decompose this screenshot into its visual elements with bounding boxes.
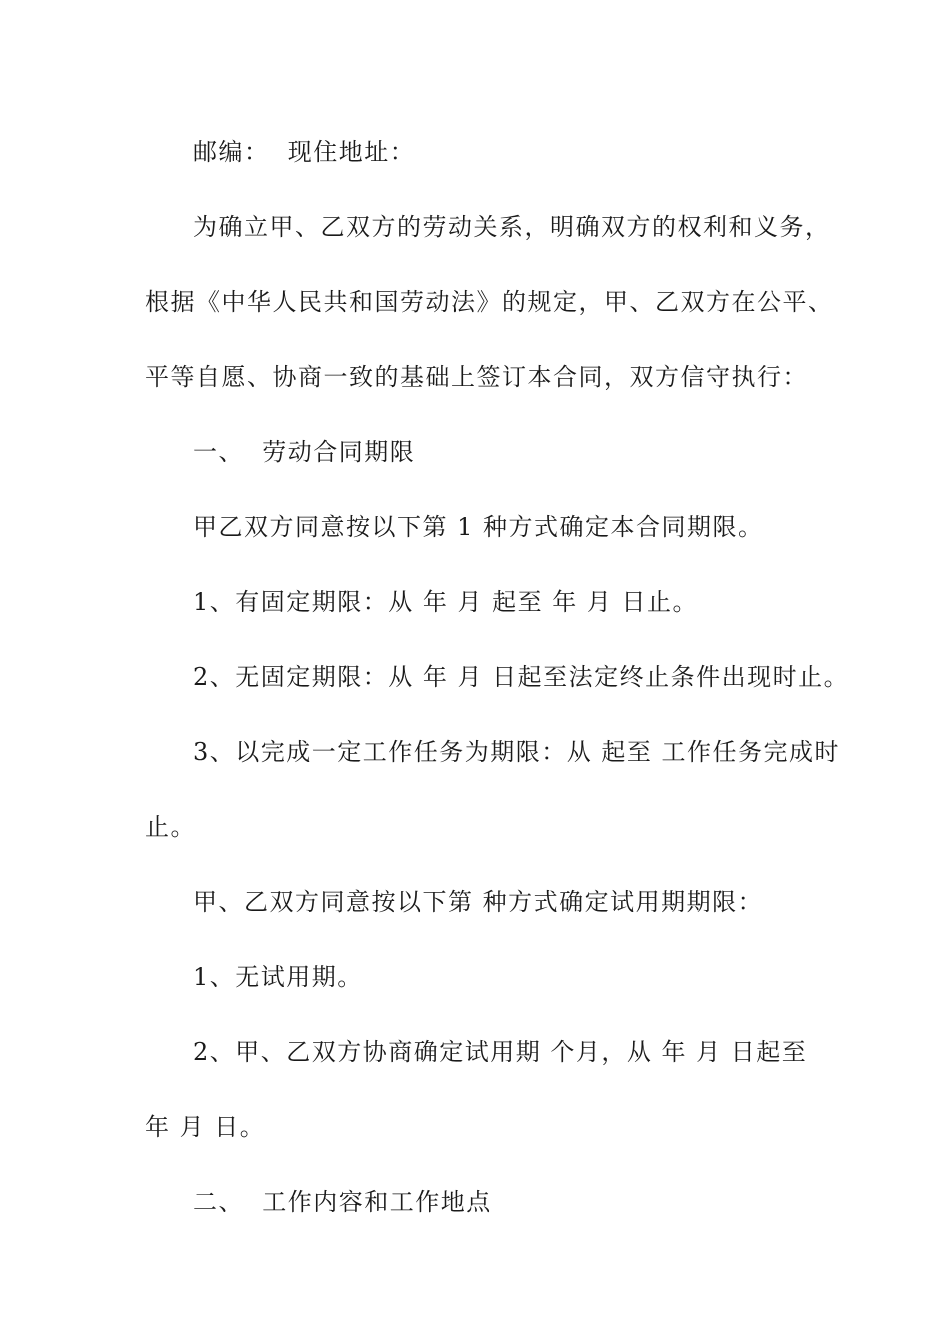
section-heading-contract-term: 一、 劳动合同期限 — [193, 438, 416, 466]
list-item: 2、无固定期限：从 年 月 日起至法定终止条件出现时止。 — [193, 663, 850, 691]
list-item: 1、有固定期限：从 年 月 起至 年 月 日止。 — [193, 588, 699, 616]
list-item-continuation: 年 月 日。 — [145, 1113, 266, 1141]
list-item: 2、甲、乙双方协商确定试用期 个月，从 年 月 日起至 — [193, 1038, 808, 1066]
section-heading-work-content: 二、 工作内容和工作地点 — [193, 1188, 492, 1216]
postcode-address-line: 邮编： 现住地址： — [193, 138, 416, 166]
paragraph-line: 为确立甲、乙双方的劳动关系，明确双方的权利和义务， — [193, 213, 831, 241]
list-item: 3、以完成一定工作任务为期限：从 起至 工作任务完成时 — [193, 738, 841, 766]
list-item-continuation: 止。 — [145, 813, 196, 841]
list-item: 1、无试用期。 — [193, 963, 363, 991]
paragraph-line: 甲乙双方同意按以下第 1 种方式确定本合同期限。 — [193, 513, 764, 541]
paragraph-line: 平等自愿、协商一致的基础上签订本合同，双方信守执行： — [145, 363, 808, 391]
paragraph-line: 根据《中华人民共和国劳动法》的规定，甲、乙双方在公平、 — [145, 288, 834, 316]
paragraph-line: 甲、乙双方同意按以下第 种方式确定试用期期限： — [193, 888, 764, 916]
